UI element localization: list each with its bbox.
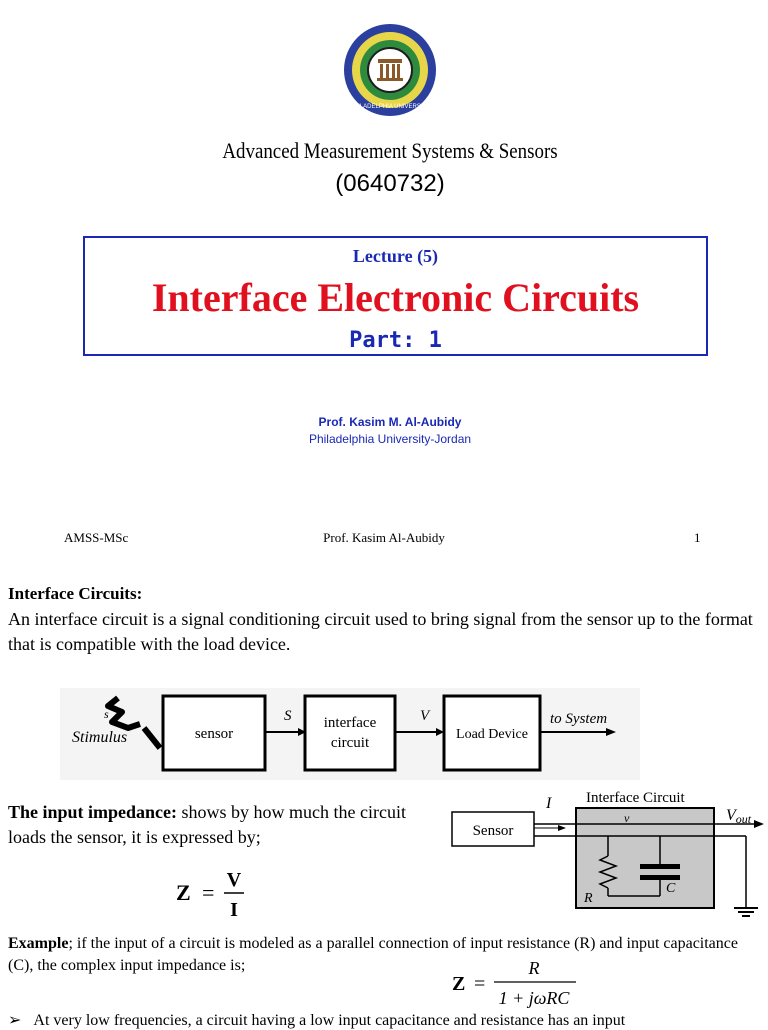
output-label: to System [550, 711, 608, 727]
example-label: Example [8, 935, 69, 952]
load-block-label: Load Device [456, 727, 528, 742]
circuit-c-label: C [666, 881, 676, 896]
formula-v: V [226, 869, 242, 891]
formula2-equals: = [474, 973, 486, 995]
impedance-heading: The input impedance: [8, 802, 178, 822]
section-heading: Interface Circuits: [8, 584, 143, 603]
university-logo [342, 22, 438, 118]
interface-block-line1: interface [323, 715, 377, 731]
footer-author: Prof. Kasim Al-Aubidy [323, 530, 445, 545]
circuit-current-label: I [546, 795, 552, 812]
arrow-bullet-icon: ➢ [8, 1012, 34, 1029]
circuit-sensor-label: Sensor [472, 823, 514, 839]
formula2-denominator: 1 + jωRC [498, 988, 570, 1008]
formula-z: Z [176, 880, 191, 905]
formula-i: I [230, 899, 238, 921]
interface-block-line2: circuit [330, 735, 370, 751]
bullet-text: At very low frequencies, a circuit having a low input capacitance and resistance has an input [33, 1012, 626, 1029]
course-title: Advanced Measurement Systems & Sensors [222, 138, 558, 163]
footer-course: AMSS-MSc [64, 530, 129, 545]
interface-circuit-diagram [448, 784, 768, 924]
lecture-title: Interface Electronic Circuits [151, 275, 640, 320]
vout-label [726, 807, 752, 826]
impedance-paragraph [8, 800, 438, 850]
impedance-formula [172, 864, 252, 922]
vout-subscript: out [735, 812, 752, 826]
formula2-z: Z [452, 973, 466, 995]
impedance-description: shows by how much the circuit loads the sensor, it is expressed by; [8, 802, 406, 847]
stimulus-label: Stimulus [72, 729, 128, 746]
formula2-numerator: R [528, 958, 540, 978]
sensor-block-label: sensor [194, 726, 234, 742]
vout-v: V [726, 807, 736, 824]
complex-impedance-formula [448, 954, 588, 1010]
author-name: Prof. Kasim M. Al-Aubidy [318, 415, 462, 429]
section-body: An interface circuit is a signal conditioning circuit used to bring signal from the sensor up to the format that is compatible with the load device. [8, 609, 753, 654]
example-paragraph [8, 933, 760, 977]
signal-s-label: S [284, 708, 292, 724]
circuit-title: Interface Circuit [586, 790, 685, 806]
circuit-r-label: R [584, 891, 593, 906]
course-code: (0640732) [335, 170, 445, 197]
block-diagram [60, 688, 640, 780]
bullet-item [8, 1010, 768, 1030]
logo-lettering: PHILADELPHIA UNIVERSITY [349, 104, 431, 110]
page-number: 1 [694, 530, 701, 545]
example-description: ; if the input of a circuit is modeled as a parallel connection of input resistance (R) and input capacitance (C), the complex input impedance is; [8, 935, 738, 974]
stimulus-s-label: s [104, 707, 109, 721]
lecture-label: Lecture (5) [352, 246, 439, 266]
author-affiliation: Philadelphia University-Jordan [308, 432, 472, 446]
circuit-v-label: v [624, 811, 630, 825]
part-label: Part: 1 [349, 328, 442, 353]
lecture-title-box [83, 236, 708, 356]
signal-v-label: V [420, 708, 430, 724]
formula-equals: = [202, 880, 215, 905]
